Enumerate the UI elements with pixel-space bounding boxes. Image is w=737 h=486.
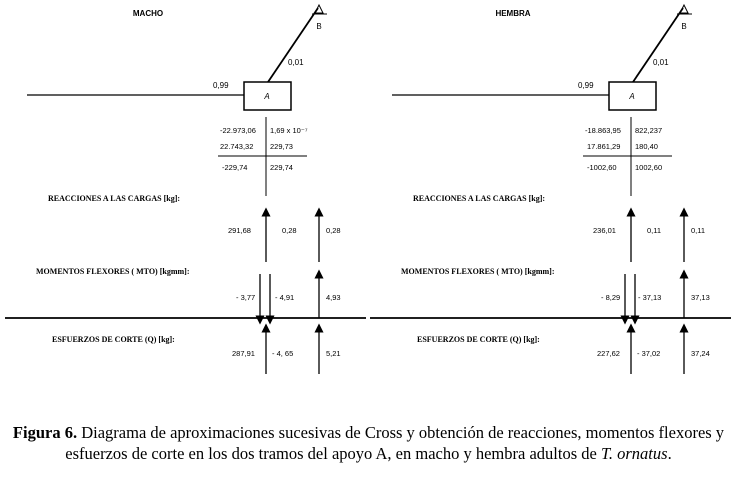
moment-value-c: 37,13: [691, 293, 710, 302]
cross-row-right: 180,40: [635, 142, 658, 151]
shear-value-b: - 4, 65: [272, 349, 294, 358]
shear-value-a: 227,62: [597, 349, 620, 358]
coef-left: 0,99: [578, 81, 594, 90]
support-a-label: A: [264, 92, 270, 101]
shear-value-b: - 37,02: [637, 349, 661, 358]
panel-title: HEMBRA: [495, 9, 531, 18]
coef-right: 0,01: [653, 58, 669, 67]
label-reacciones: REACCIONES A LAS CARGAS [kg]:: [413, 194, 546, 203]
label-cortes: ESFUERZOS DE CORTE (Q) [kg]:: [52, 335, 175, 344]
label-momentos: MOMENTOS FLEXORES ( MTO) [kgmm]:: [401, 267, 555, 276]
caption-text: Diagrama de aproximaciones sucesivas de Cross y obtención de reacciones, momentos flexores y esfuerzos de corte en los dos tramos del apoyo A, en macho y hembra adultos de: [65, 423, 725, 463]
reaction-value-a: 236,01: [593, 226, 616, 235]
reaction-value-c: 0,28: [326, 226, 341, 235]
support-a-label: A: [629, 92, 635, 101]
cross-row-left: 22.743,32: [220, 142, 254, 151]
reaction-value-b: 0,28: [282, 226, 297, 235]
panel-hembra: [370, 5, 731, 374]
reaction-value-b: 0,11: [647, 226, 662, 235]
support-b: [677, 5, 692, 31]
label-cortes: ESFUERZOS DE CORTE (Q) [kg]:: [417, 335, 540, 344]
support-b-label: B: [681, 22, 687, 31]
cross-total-left: -229,74: [222, 163, 248, 172]
coef-right: 0,01: [288, 58, 304, 67]
cross-row-left: -18.863,95: [585, 126, 621, 135]
reaction-value-a: 291,68: [228, 226, 251, 235]
inclined-member: [633, 8, 683, 82]
panel-macho: [5, 5, 366, 374]
shear-value-a: 287,91: [232, 349, 255, 358]
panel-title: MACHO: [132, 9, 164, 18]
species-name: T. ornatus: [600, 444, 668, 463]
label-reacciones: REACCIONES A LAS CARGAS [kg]:: [48, 194, 181, 203]
moment-value-b: - 37,13: [638, 293, 662, 302]
cross-total-right: 1002,60: [635, 163, 663, 172]
moment-value-b: - 4,91: [275, 293, 295, 302]
support-b: [312, 5, 327, 31]
cross-row-right: 229,73: [270, 142, 293, 151]
shear-value-c: 5,21: [326, 349, 341, 358]
cross-row-right: 822,237: [635, 126, 663, 135]
coef-left: 0,99: [213, 81, 229, 90]
cross-total-right: 229,74: [270, 163, 293, 172]
cross-row-left: -22.973,06: [220, 126, 256, 135]
moment-value-c: 4,93: [326, 293, 341, 302]
figure-caption: [10, 422, 727, 464]
shear-value-c: 37,24: [691, 349, 710, 358]
cross-row-left: 17.861,29: [587, 142, 621, 151]
figure-label: Figura 6.: [12, 423, 78, 442]
support-b-label: B: [316, 22, 322, 31]
cross-table: [218, 117, 308, 196]
label-momentos: MOMENTOS FLEXORES ( MTO) [kgmm]:: [36, 267, 190, 276]
cross-row-right: 1,69 x 10⁻⁷: [270, 126, 308, 135]
reaction-value-c: 0,11: [691, 226, 706, 235]
moment-value-a: - 8,29: [601, 293, 621, 302]
cross-total-left: -1002,60: [587, 163, 617, 172]
cross-table: [583, 117, 672, 196]
moment-value-a: - 3,77: [236, 293, 256, 302]
caption-end: .: [667, 444, 672, 463]
inclined-member: [268, 8, 318, 82]
